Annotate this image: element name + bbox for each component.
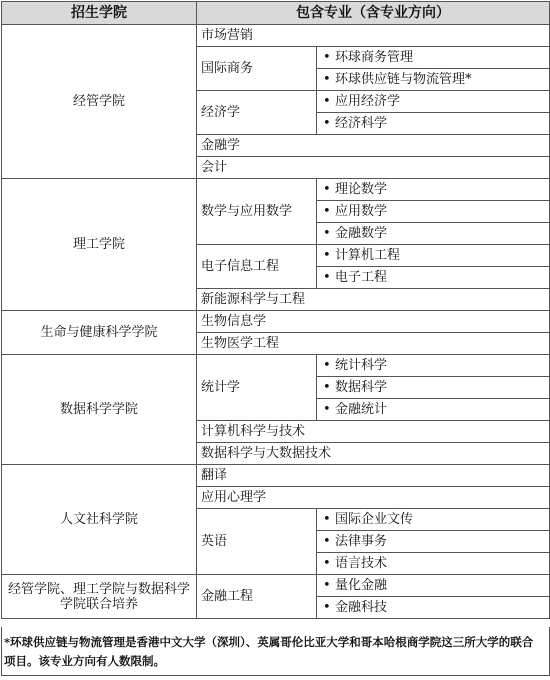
direction-label: 环球供应链与物流管理* — [335, 72, 472, 87]
bullet-icon: • — [323, 248, 331, 263]
header-majors: 包含专业（含专业方向） — [197, 2, 550, 25]
major-name: 市场营销 — [197, 25, 550, 47]
direction-label: 国际企业文传 — [335, 512, 414, 527]
bullet-icon: • — [323, 182, 331, 197]
table-row — [2, 311, 550, 333]
direction-label: 数据科学 — [335, 380, 388, 395]
major-name: 金融工程 — [197, 575, 317, 619]
bullet-icon: • — [323, 358, 331, 373]
bullet-icon: • — [323, 94, 331, 109]
direction-label: 理论数学 — [335, 182, 388, 197]
direction-label: 经济科学 — [335, 116, 388, 131]
direction-label: 统计科学 — [335, 358, 388, 373]
major-name: 统计学 — [197, 355, 317, 421]
major-name: 应用心理学 — [197, 487, 550, 509]
direction-item — [317, 201, 550, 223]
direction-label: 环球商务管理 — [335, 50, 414, 65]
bullet-icon: • — [323, 226, 331, 241]
direction-item — [317, 399, 550, 421]
major-name: 国际商务 — [197, 47, 317, 91]
direction-item — [317, 267, 550, 289]
bullet-icon: • — [323, 512, 331, 527]
direction-label: 金融数学 — [335, 226, 388, 241]
bullet-icon: • — [323, 50, 331, 65]
college-name: 生命与健康科学学院 — [2, 311, 197, 355]
footnote: *环球供应链与物流管理是香港中文大学（深圳）、英属哥伦比亚大学和哥本哈根商学院这三所大学的联合项目。该专业方向有人数限制。 — [4, 635, 534, 668]
major-name: 英语 — [197, 509, 317, 575]
college-name: 经管学院 — [2, 25, 197, 179]
direction-item — [317, 355, 550, 377]
college-name: 数据科学学院 — [2, 355, 197, 465]
direction-item — [317, 69, 550, 91]
major-name: 经济学 — [197, 91, 317, 135]
college-name: 人文社科学院 — [2, 465, 197, 575]
college-name: 理工学院 — [2, 179, 197, 311]
direction-label: 金融科技 — [335, 600, 388, 615]
bullet-icon: • — [323, 204, 331, 219]
major-name: 数学与应用数学 — [197, 179, 317, 245]
direction-item — [317, 179, 550, 201]
table-body — [2, 25, 550, 619]
major-name: 数据科学与大数据技术 — [197, 443, 550, 465]
major-name: 生物信息学 — [197, 311, 550, 333]
direction-label: 法律事务 — [335, 534, 388, 549]
major-name: 电子信息工程 — [197, 245, 317, 289]
major-name: 翻译 — [197, 465, 550, 487]
bullet-icon: • — [323, 534, 331, 549]
direction-item — [317, 113, 550, 135]
table-row — [2, 575, 550, 597]
bullet-icon: • — [323, 578, 331, 593]
major-name: 新能源科学与工程 — [197, 289, 550, 311]
college-name: 经管学院、理工学院与数据科学学院联合培养 — [2, 575, 197, 619]
direction-item — [317, 531, 550, 553]
direction-item — [317, 377, 550, 399]
direction-item — [317, 47, 550, 69]
majors-table — [1, 1, 550, 619]
direction-label: 量化金融 — [335, 578, 388, 593]
table-row — [2, 179, 550, 201]
direction-item — [317, 91, 550, 113]
bullet-icon: • — [323, 72, 331, 87]
major-name: 会计 — [197, 157, 550, 179]
major-name: 生物医学工程 — [197, 333, 550, 355]
direction-item — [317, 553, 550, 575]
direction-label: 应用经济学 — [335, 94, 401, 109]
table-row — [2, 25, 550, 47]
bullet-icon: • — [323, 402, 331, 417]
table-row — [2, 465, 550, 487]
bullet-icon: • — [323, 600, 331, 615]
major-name: 计算机科学与技术 — [197, 421, 550, 443]
bullet-icon: • — [323, 270, 331, 285]
direction-label: 电子工程 — [335, 270, 388, 285]
direction-label: 语言技术 — [335, 556, 388, 571]
table-row — [2, 355, 550, 377]
bullet-icon: • — [323, 116, 331, 131]
bullet-icon: • — [323, 380, 331, 395]
direction-item — [317, 509, 550, 531]
direction-label: 金融统计 — [335, 402, 388, 417]
table-header-row — [2, 2, 550, 25]
major-name: 金融学 — [197, 135, 550, 157]
direction-label: 计算机工程 — [335, 248, 401, 263]
direction-item — [317, 575, 550, 597]
header-college: 招生学院 — [2, 2, 197, 25]
direction-item — [317, 245, 550, 267]
direction-item — [317, 597, 550, 619]
direction-label: 应用数学 — [335, 204, 388, 219]
bullet-icon: • — [323, 556, 331, 571]
direction-item — [317, 223, 550, 245]
